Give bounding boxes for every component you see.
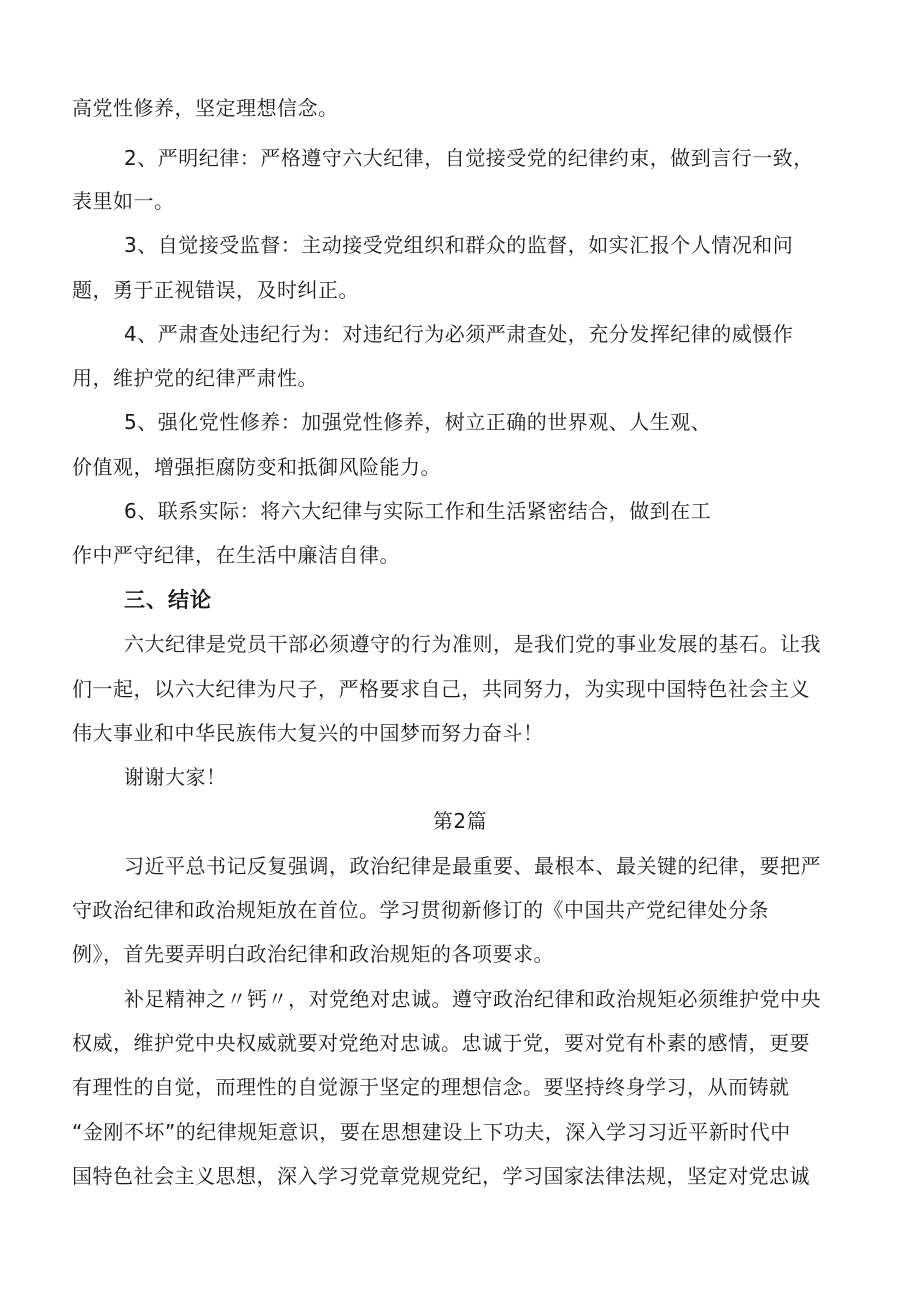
paragraph-line: 补足精神之〃钙〃，对党绝对忠诚。遵守政治纪律和政治规矩必须维护党中央 <box>124 987 821 1011</box>
text-line: 高党性修养，坚定理想信念。 <box>72 96 339 120</box>
text-line: 作中严守纪律，在生活中廉洁自律。 <box>72 543 400 567</box>
section-heading-conclusion: 三、结论 <box>124 588 212 612</box>
paragraph-line: 们一起，以六大纪律为尺子，严格要求自己，共同努力，为实现中国特色社会主义 <box>72 677 810 701</box>
closing-remark: 谢谢大家！ <box>124 765 227 789</box>
list-item-5: 5、强化党性修养：加强党性修养，树立正确的世界观、人生观、 <box>124 410 712 434</box>
paragraph-line: 例》，首先要弄明白政治纪律和政治规矩的各项要求。 <box>72 942 554 966</box>
list-item-2: 2、严明纪律：严格遵守六大纪律，自觉接受党的纪律约束，做到言行一致， <box>124 146 814 170</box>
list-item-6: 6、联系实际：将六大纪律与实际工作和生活紧密结合，做到在工 <box>124 499 712 523</box>
paragraph-line: 伟大事业和中华民族伟大复兴的中国梦而努力奋斗！ <box>72 721 544 745</box>
paragraph-line: “金刚不坏”的纪律规矩意识，要在思想建设上下功夫，深入学习习近平新时代中 <box>72 1120 791 1144</box>
text-line: 价值观，增强拒腐防变和抵御风险能力。 <box>72 455 441 479</box>
paragraph-line: 守政治纪律和政治规矩放在首位。学习贯彻新修订的《中国共产党纪律处分条 <box>72 898 769 922</box>
paragraph-line: 国特色社会主义思想，深入学习党章党规党纪，学习国家法律法规，坚定对党忠诚 <box>72 1164 810 1188</box>
list-item-3: 3、自觉接受监督：主动接受党组织和群众的监督，如实汇报个人情况和问 <box>124 233 794 257</box>
paragraph-line: 有理性的自觉，而理性的自觉源于坚定的理想信念。要坚持终身学习，从而铸就 <box>72 1075 790 1099</box>
text-line: 表里如一。 <box>72 189 175 213</box>
paragraph-line: 权威，维护党中央权威就要对党绝对忠诚。忠诚于党，要对党有朴素的感情，更要 <box>72 1031 810 1055</box>
text-line: 用，维护党的纪律严肃性。 <box>72 366 318 390</box>
section-title-part-2: 第2篇 <box>432 809 488 833</box>
text-line: 题，勇于正视错误，及时纠正。 <box>72 278 359 302</box>
list-item-4: 4、严肃查处违纪行为：对违纪行为必须严肃查处，充分发挥纪律的威慑作 <box>124 322 794 346</box>
paragraph-line: 习近平总书记反复强调，政治纪律是最重要、最根本、最关键的纪律，要把严 <box>124 854 821 878</box>
paragraph-line: 六大纪律是党员干部必须遵守的行为准则，是我们党的事业发展的基石。让我 <box>124 632 821 656</box>
